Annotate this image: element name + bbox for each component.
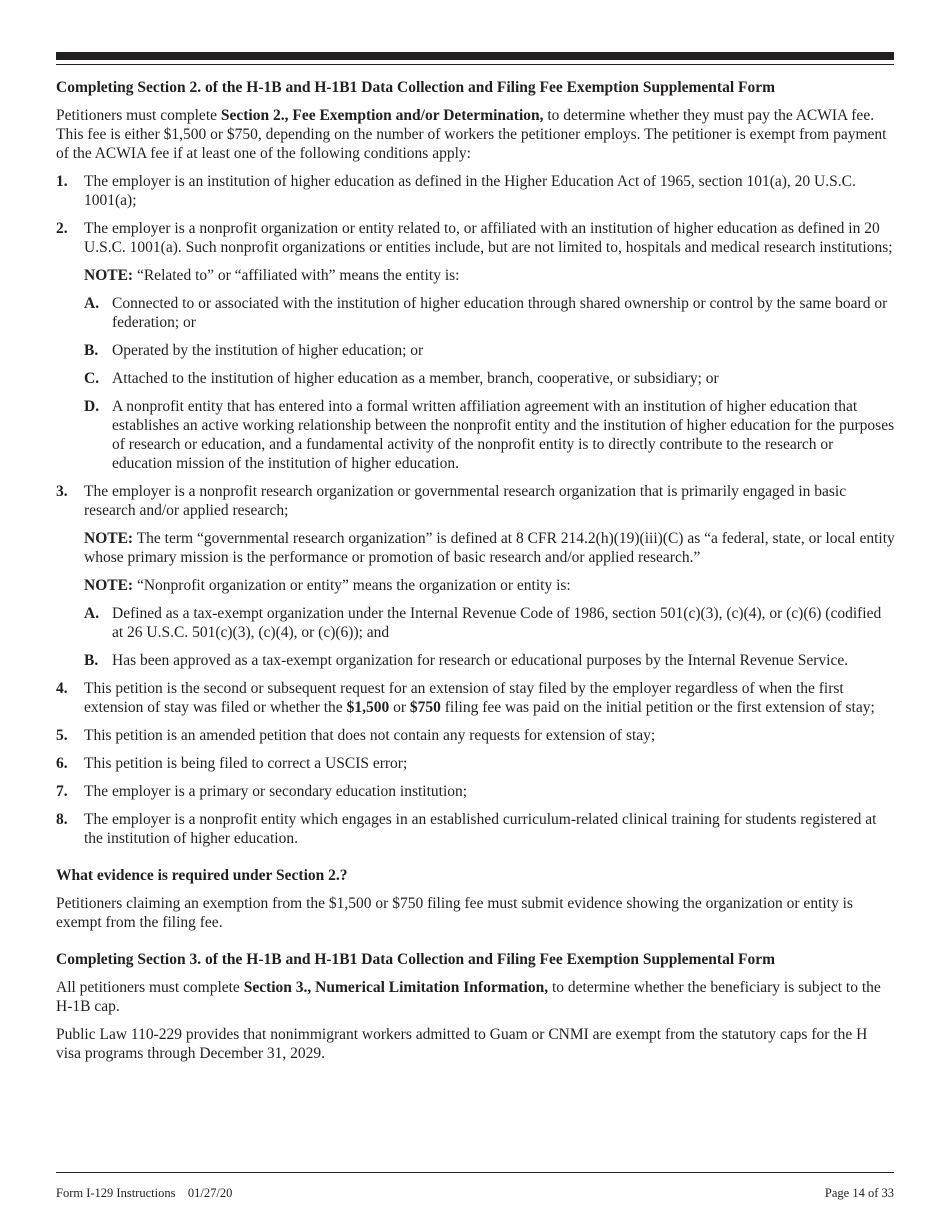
section2-intro: [56, 106, 896, 163]
list-item-number: 8.: [56, 811, 68, 828]
item4-text-pre: This petition is the second or subsequent request for an extension of stay filed by the employer regardless of when the first extension of stay was filed or whether the: [84, 680, 844, 716]
note-label: NOTE:: [84, 267, 134, 284]
note-text: “Nonprofit organization or entity” means the organization or entity is:: [133, 577, 571, 594]
list-item-text: The employer is a nonprofit entity which engages in an established curriculum-related clinical training for students registered at the institution of higher education.: [84, 811, 877, 847]
nonprofit-sub-b: [84, 651, 896, 670]
list-item-number: 7.: [56, 783, 68, 800]
note-text: “Related to” or “affiliated with” means the entity is:: [133, 267, 460, 284]
footer-form-id: Form I-129 Instructions 01/27/20: [56, 1186, 233, 1200]
section2-intro-bold: Section 2., Fee Exemption and/or Determination,: [220, 107, 544, 124]
list-item-text: This petition is being filed to correct a USCIS error;: [84, 755, 408, 772]
item4-text-post: filing fee was paid on the initial petition or the first extension of stay;: [440, 699, 875, 716]
section2-intro-pre: Petitioners must complete: [56, 107, 221, 124]
sub-letter: B.: [84, 342, 99, 359]
note-related: [84, 266, 896, 285]
sub-text: Operated by the institution of higher education; or: [112, 342, 424, 359]
list-item-number: 5.: [56, 727, 68, 744]
footer-rule: [56, 1172, 894, 1173]
list-item-3: [56, 482, 896, 520]
list-item-text: The employer is a nonprofit research organization or governmental research organization that is primarily engaged in basic research and/or applied research;: [84, 483, 847, 519]
sub-letter: A.: [84, 605, 100, 622]
list-item-7: [56, 782, 896, 801]
page-content: [56, 78, 896, 1072]
list-item-2: [56, 219, 896, 257]
note-text: The term “governmental research organization” is defined at 8 CFR 214.2(h)(19)(iii)(C) as “a federal, state, or local entity whose primary mission is the performance or promotion of basic research and/or applied research.”: [84, 530, 895, 566]
note-nonprofit: [84, 576, 896, 595]
list-item-6: [56, 754, 896, 773]
list-item-number: 1.: [56, 173, 68, 190]
sub-letter: B.: [84, 652, 99, 669]
section3-intro-pre: All petitioners must complete: [56, 979, 244, 996]
sub-letter: A.: [84, 295, 100, 312]
sub-text: Connected to or associated with the institution of higher education through shared ownership or control by the same board or federation; or: [112, 295, 888, 331]
list-item-number: 6.: [56, 755, 68, 772]
list-item-4: [56, 679, 896, 717]
item4-text-mid: or: [389, 699, 410, 716]
section3-heading: Completing Section 3. of the H-1B and H-1B1 Data Collection and Filing Fee Exemption Supplemental Form: [56, 951, 776, 968]
section3-intro-bold: Section 3., Numerical Limitation Information,: [243, 979, 549, 996]
list-item-5: [56, 726, 896, 745]
list-item-1: [56, 172, 896, 210]
evidence-heading: What evidence is required under Section 2.?: [56, 867, 348, 884]
item4-fee-1500: $1,500: [346, 699, 390, 716]
list-item-text: [84, 679, 896, 717]
sub-text: Defined as a tax-exempt organization under the Internal Revenue Code of 1986, section 501(c)(3), (c)(4), or (c)(6) (codified at 26 U.S.C. 501(c)(3), (c)(4), or (c)(6)); and: [112, 605, 882, 641]
header-thick-rule: [56, 52, 894, 60]
footer-page-number: Page 14 of 33: [824, 1186, 894, 1200]
list-item-text: The employer is a primary or secondary education institution;: [84, 783, 468, 800]
evidence-text: Petitioners claiming an exemption from the $1,500 or $750 filing fee must submit evidence showing the organization or entity is exempt from the filing fee.: [56, 895, 853, 931]
section2-intro-post: to determine whether they must pay the ACWIA fee. This fee is either $1,500 or $750, depending on the number of workers the petitioner employs. The petitioner is exempt from payment of the ACWIA fee if at least one of the following conditions apply:: [56, 107, 887, 162]
note-governmental: [84, 529, 896, 567]
sub-text: Attached to the institution of higher education as a member, branch, cooperative, or subsidiary; or: [112, 370, 719, 387]
list-item-number: 4.: [56, 680, 68, 697]
sub-letter: D.: [84, 398, 100, 415]
item4-fee-750: $750: [409, 699, 441, 716]
sub-letter: C.: [84, 370, 100, 387]
related-sub-b: [84, 341, 896, 360]
related-sub-a: [84, 294, 896, 332]
sub-text: A nonprofit entity that has entered into a formal written affiliation agreement with an institution of higher education that establishes an active working relationship between the nonprofit entity and the institution of higher education for the purposes of research or education, and a fundamental activity of the nonprofit entity is to directly contribute to the research or education mission of the institution of higher education.: [112, 398, 895, 472]
list-item-8: [56, 810, 896, 848]
related-sub-d: [84, 397, 896, 473]
header-thin-rule: [56, 64, 894, 65]
section2-heading: Completing Section 2. of the H-1B and H-1B1 Data Collection and Filing Fee Exemption Supplemental Form: [56, 79, 776, 96]
related-sub-c: [84, 369, 896, 388]
section3-public-law: Public Law 110-229 provides that nonimmigrant workers admitted to Guam or CNMI are exempt from the statutory caps for the H visa programs through December 31, 2029.: [56, 1026, 868, 1062]
section3-intro-post: to determine whether the beneficiary is subject to the H-1B cap.: [56, 979, 881, 1015]
section3-intro: [56, 978, 896, 1016]
list-item-number: 3.: [56, 483, 68, 500]
list-item-text: The employer is an institution of higher education as defined in the Higher Education Act of 1965, section 101(a), 20 U.S.C. 1001(a);: [84, 173, 856, 209]
list-item-number: 2.: [56, 220, 68, 237]
list-item-text: This petition is an amended petition that does not contain any requests for extension of stay;: [84, 727, 656, 744]
nonprofit-sub-a: [84, 604, 896, 642]
note-label: NOTE:: [84, 530, 134, 547]
sub-text: Has been approved as a tax-exempt organization for research or educational purposes by the Internal Revenue Service.: [112, 652, 849, 669]
list-item-text: The employer is a nonprofit organization or entity related to, or affiliated with an institution of higher education as defined in 20 U.S.C. 1001(a). Such nonprofit organizations or entities include, but are not limited to, hospitals and medical research institutions;: [84, 220, 893, 256]
note-label: NOTE:: [84, 577, 134, 594]
